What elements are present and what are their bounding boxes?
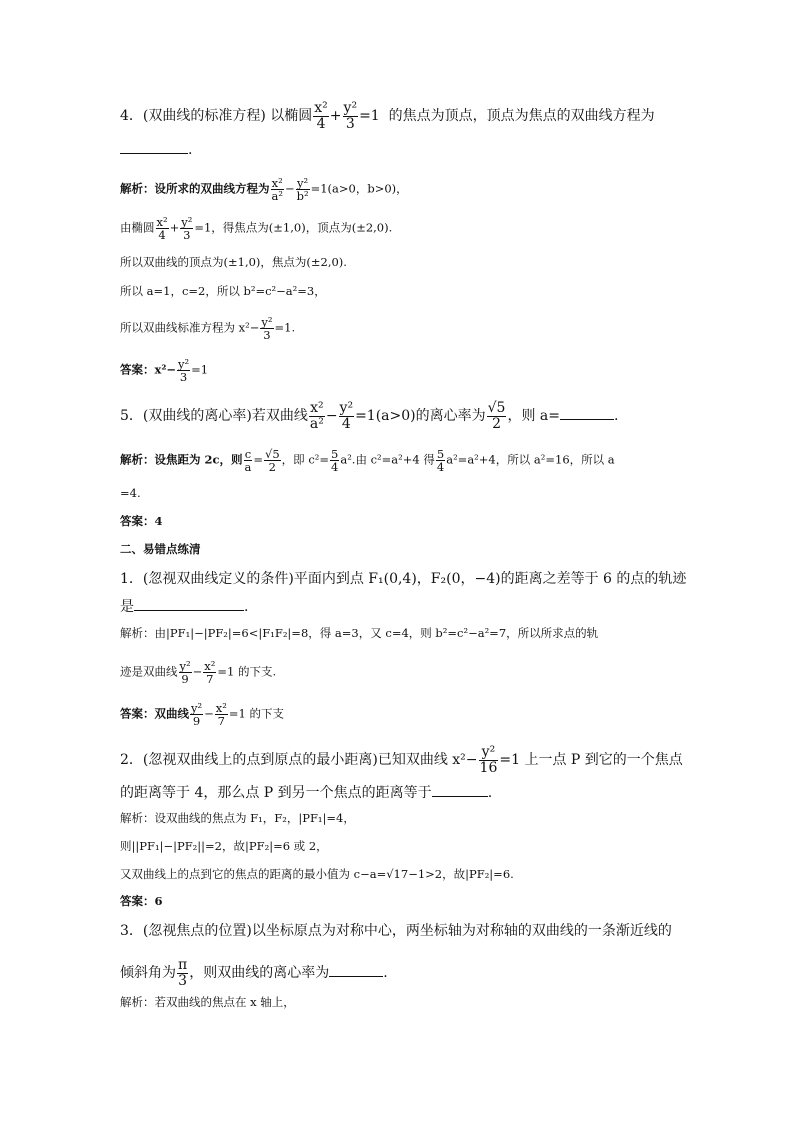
answer-blank: [329, 975, 383, 977]
solution-line: 所以 a=1，c=2，所以 b²=c²−a²=3，: [120, 284, 326, 298]
fraction: $\frac{\text{y²}}{3}$: [343, 100, 358, 132]
solution-line: 解析：设双曲线的焦点为 F₁，F₂，|PF₁|=4，: [120, 811, 355, 825]
solution-line: 由椭圆 $\frac{\text{x²}}{4}$ + $\frac{\text{y²}}{3}$ =1，得焦点为(±1,0)，顶点为(±2,0).: [120, 215, 393, 243]
answer-line: 答案：双曲线 $\frac{\text{y²}}{9}$ − $\frac{\text{x²}}{7}$ =1 的下支: [120, 701, 284, 729]
problem-5-question: 5．(双曲线的离心率)若双曲线 $\frac{\text{x²}}{\text{a²}}$ − $\frac{\text{y²}}{4}$ =1(a>0)的离心率为 $\frac{√5}{2}$ ，则 a= .: [120, 400, 619, 432]
solution-line: 解析：设焦距为 2c，则 $\frac{c}{a}$ = $\frac{√5}{2}$ ，即 c²= $\frac{5}{4}$ a².由 c²=a²+4 得 $\frac{5}{4}$ a²=a²+4，所以 a²=16，所以 a: [120, 447, 615, 475]
solution-line: 迹是双曲线 $\frac{\text{y²}}{9}$ − $\frac{\text{x²}}{7}$ =1 的下支.: [120, 659, 277, 687]
problem-4-blank-line: .: [120, 143, 680, 157]
solution-line: 所以双曲线标准方程为 x²− $\frac{\text{y²}}{3}$ =1.: [120, 315, 296, 343]
solution-line: 解析：若双曲线的焦点在 x 轴上，: [120, 995, 295, 1009]
error-problem-2-question: 2．(忽视双曲线上的点到原点的最小距离)已知双曲线 x²− $\frac{\text{y²}}{16}$ =1 上一点 P 到它的一个焦点: [120, 744, 683, 776]
error-problem-3-question: 3．(忽视焦点的位置)以坐标原点为对称中心，两坐标轴为对称轴的双曲线的一条渐近线的: [120, 923, 672, 939]
error-problem-2-question-cont: 的距离等于 4，那么点 P 到另一个焦点的距离等于 .: [120, 785, 493, 801]
answer-line: 答案：4: [120, 514, 163, 528]
fraction: $\frac{\text{x²}}{4}$: [314, 100, 328, 132]
problem-4-question: 4．(双曲线的标准方程) 以椭圆 $\frac{\text{x²}}{4}$ + $\frac{\text{y²}}{3}$ =1 的焦点为顶点，顶点为焦点的双曲线方程为: [120, 100, 655, 132]
answer-line: 答案：x²− $\frac{\text{y²}}{3}$ =1: [120, 357, 209, 385]
answer-blank: [560, 418, 614, 420]
solution-line: 解析：设所求的双曲线方程为 $\frac{\text{x²}}{\text{a²}}$ − $\frac{\text{y²}}{\text{b²}}$ =1(a>0，b>0)，: [120, 176, 408, 204]
error-problem-1-question: 1．(忽视双曲线定义的条件)平面内到点 F₁(0,4)，F₂(0，−4)的距离之差等于 6 的点的轨迹: [120, 571, 687, 587]
answer-blank: [134, 609, 244, 611]
answer-blank: [432, 795, 488, 797]
error-problem-3-question-cont: 倾斜角为 $\frac{\pi}{3}$ ，则双曲线的离心率为 .: [120, 957, 388, 989]
solution-line: =4.: [120, 486, 141, 500]
solution-line: 又双曲线上的点到它的焦点的距离的最小值为 c−a=√17−1>2，故|PF₂|=6.: [120, 867, 514, 881]
answer-blank: [120, 152, 188, 154]
solution-line: 则||PF₁|−|PF₂||=2，故|PF₂|=6 或 2，: [120, 839, 328, 853]
section-title: 二、易错点练清: [120, 542, 201, 556]
solution-line: 解析：由|PF₁|−|PF₂|=6<|F₁F₂|=8，得 a=3，又 c=4，则 b²=c²−a²=7，所以所求点的轨: [120, 626, 599, 640]
error-problem-1-question-cont: 是 .: [120, 599, 249, 615]
solution-line: 所以双曲线的顶点为(±1,0)，焦点为(±2,0).: [120, 255, 347, 269]
answer-line: 答案：6: [120, 894, 163, 908]
